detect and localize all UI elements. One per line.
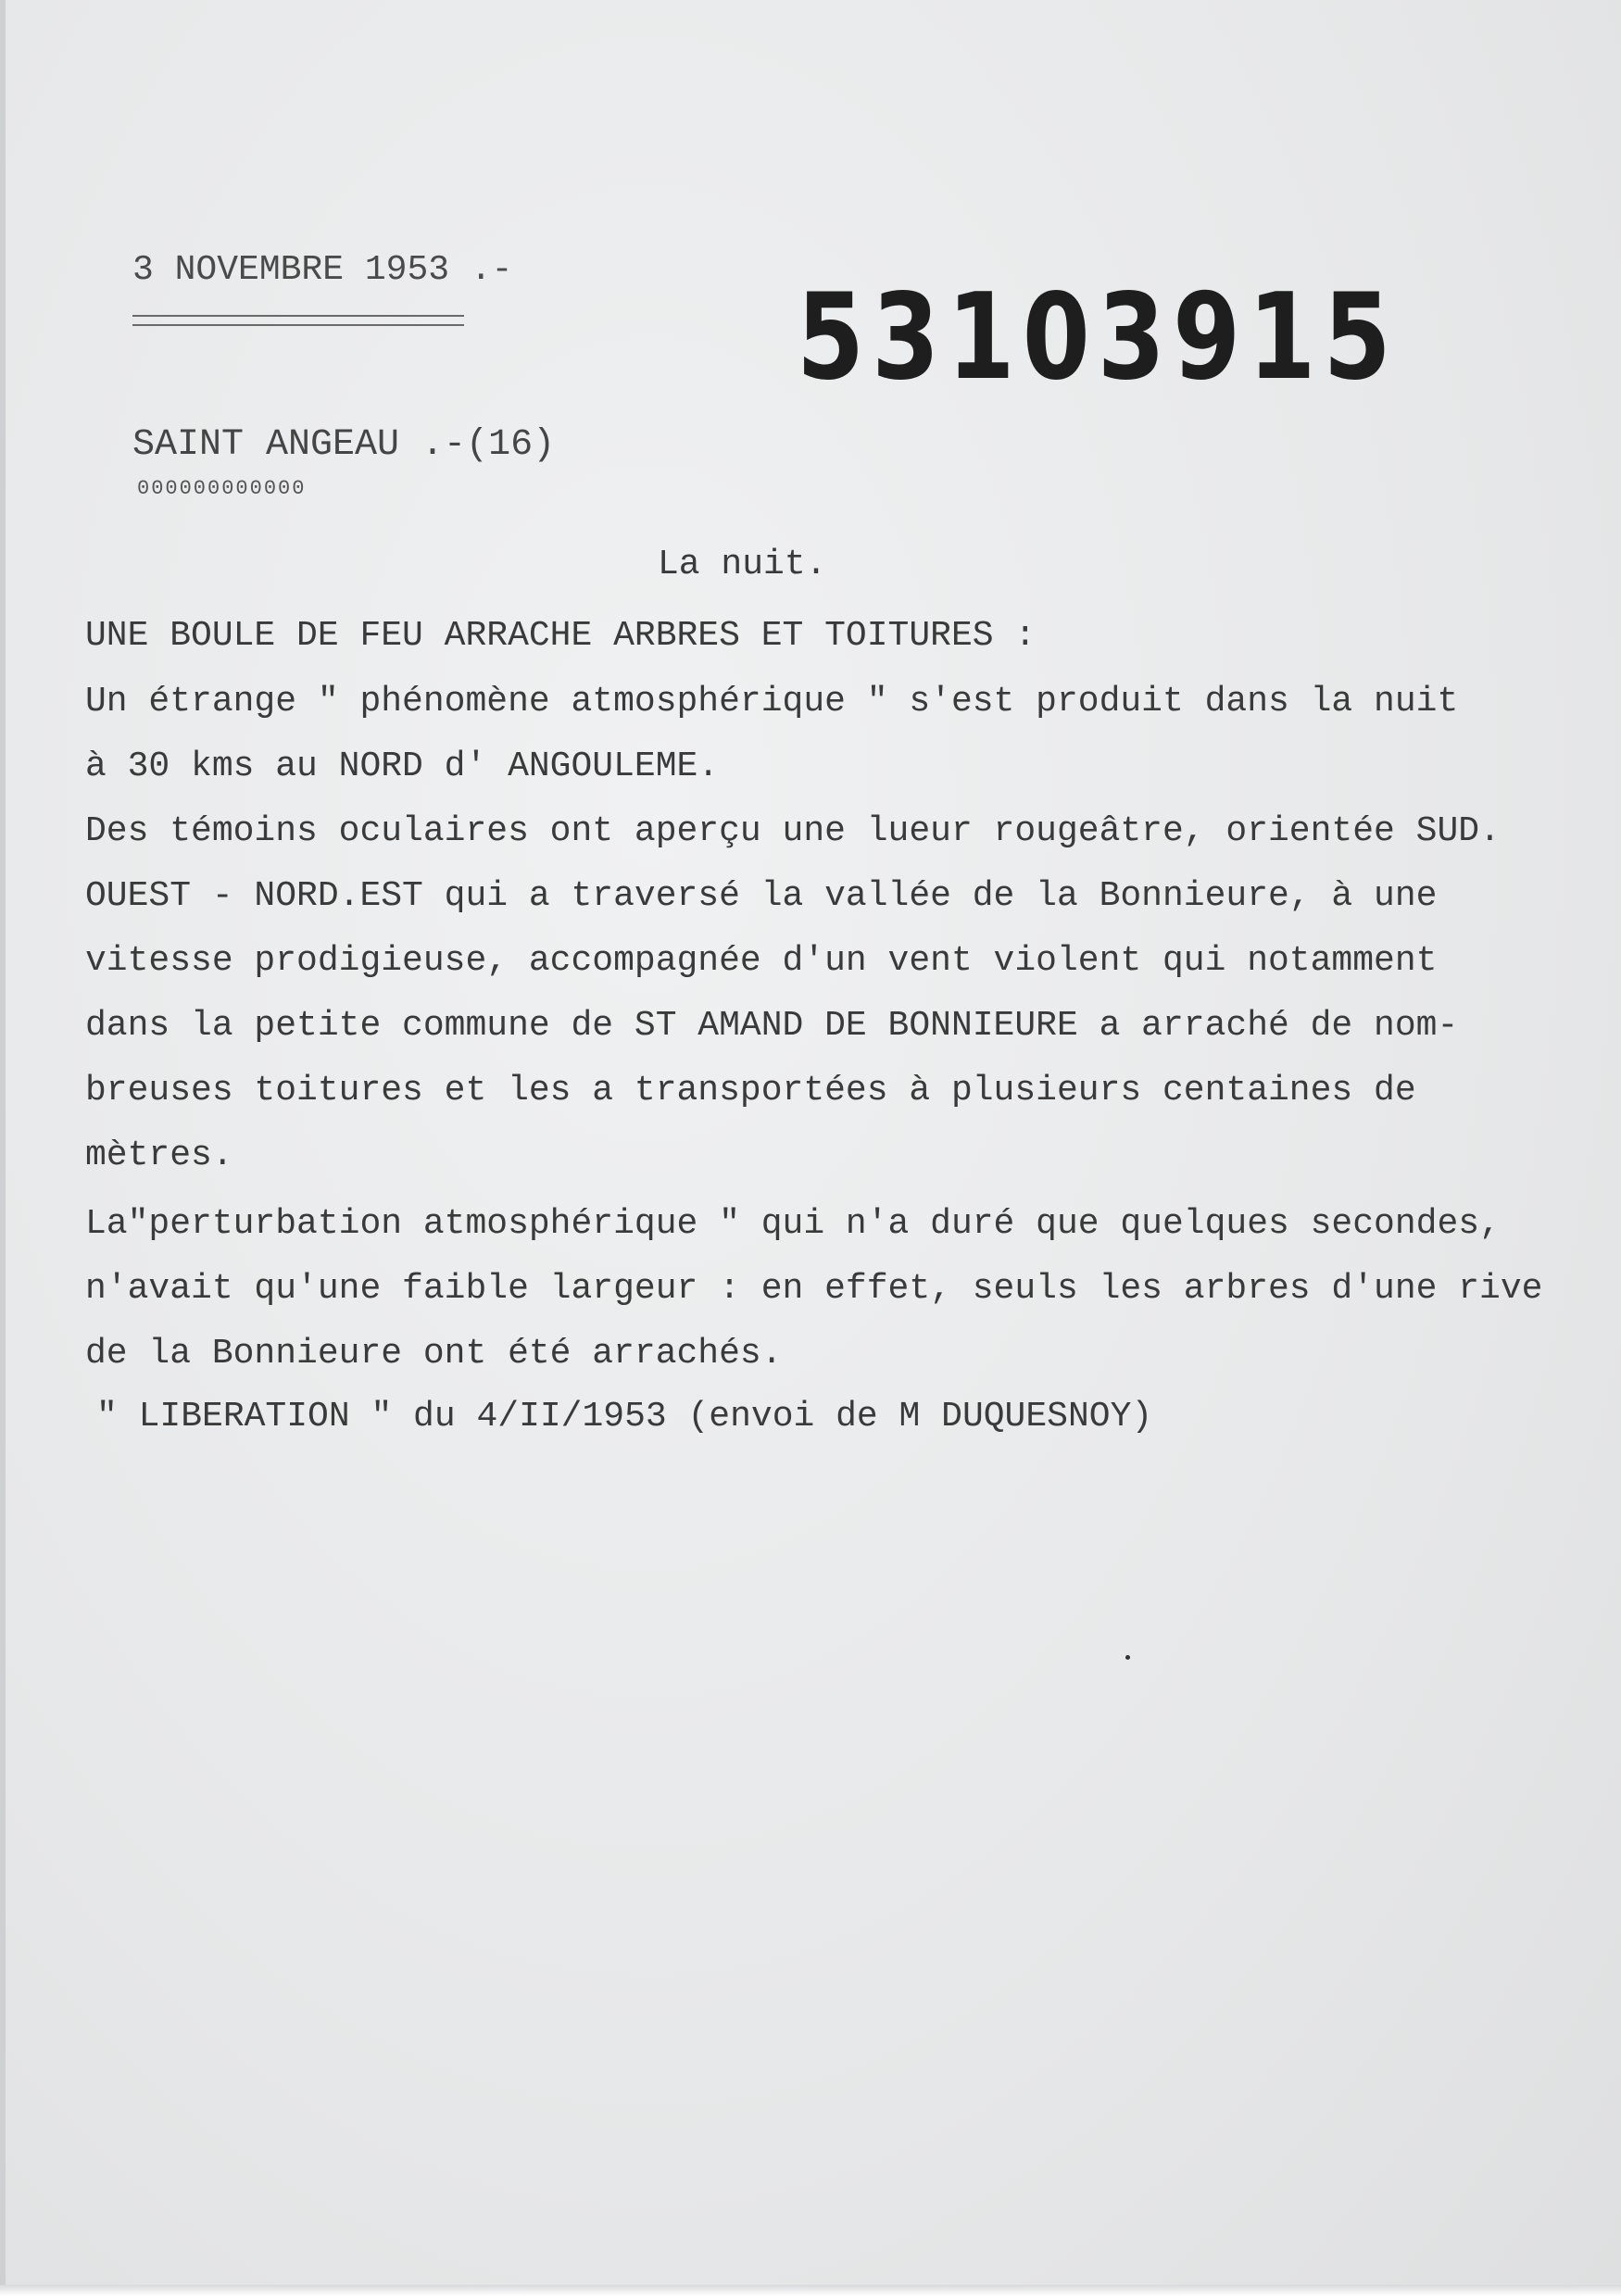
body-line: Des témoins oculaires ont aperçu une lueur rougeâtre, orientée SUD.: [85, 811, 1501, 851]
body-line: La"perturbation atmosphérique " qui n'a duré que quelques secondes,: [85, 1204, 1501, 1244]
location-heading: SAINT ANGEAU .-(16): [132, 424, 556, 466]
body-line: breuses toitures et les a transportées à plusieurs centaines de: [85, 1071, 1416, 1110]
page-edge-bottom: [0, 2285, 1621, 2296]
document-date: 3 NOVEMBRE 1953 .-: [132, 250, 513, 290]
location-underline: 000000000000: [137, 477, 307, 500]
reference-number-stamp: 53103915: [797, 269, 1399, 407]
source-citation: " LIBERATION " du 4/II/1953 (envoi de M DUQUESNOY): [96, 1397, 1153, 1437]
body-line: à 30 kms au NORD d' ANGOULEME.: [85, 747, 720, 786]
subheading: La nuit.: [658, 545, 827, 584]
body-line: mètres.: [85, 1135, 233, 1175]
page-edge-left: [0, 0, 6, 2296]
paper-speck: [1125, 1655, 1130, 1660]
body-line: de la Bonnieure ont été arrachés.: [85, 1334, 783, 1374]
date-underline: [132, 315, 464, 326]
headline: UNE BOULE DE FEU ARRACHE ARBRES ET TOITURES :: [85, 616, 1037, 656]
body-line: vitesse prodigieuse, accompagnée d'un vent violent qui notamment: [85, 941, 1438, 981]
body-line: OUEST - NORD.EST qui a traversé la vallée de la Bonnieure, à une: [85, 876, 1438, 916]
body-line: dans la petite commune de ST AMAND DE BONNIEURE a arraché de nom-: [85, 1006, 1459, 1046]
body-line: n'avait qu'une faible largeur : en effet, seuls les arbres d'une rive: [85, 1269, 1543, 1309]
body-line: Un étrange " phénomène atmosphérique " s'est produit dans la nuit: [85, 682, 1459, 721]
